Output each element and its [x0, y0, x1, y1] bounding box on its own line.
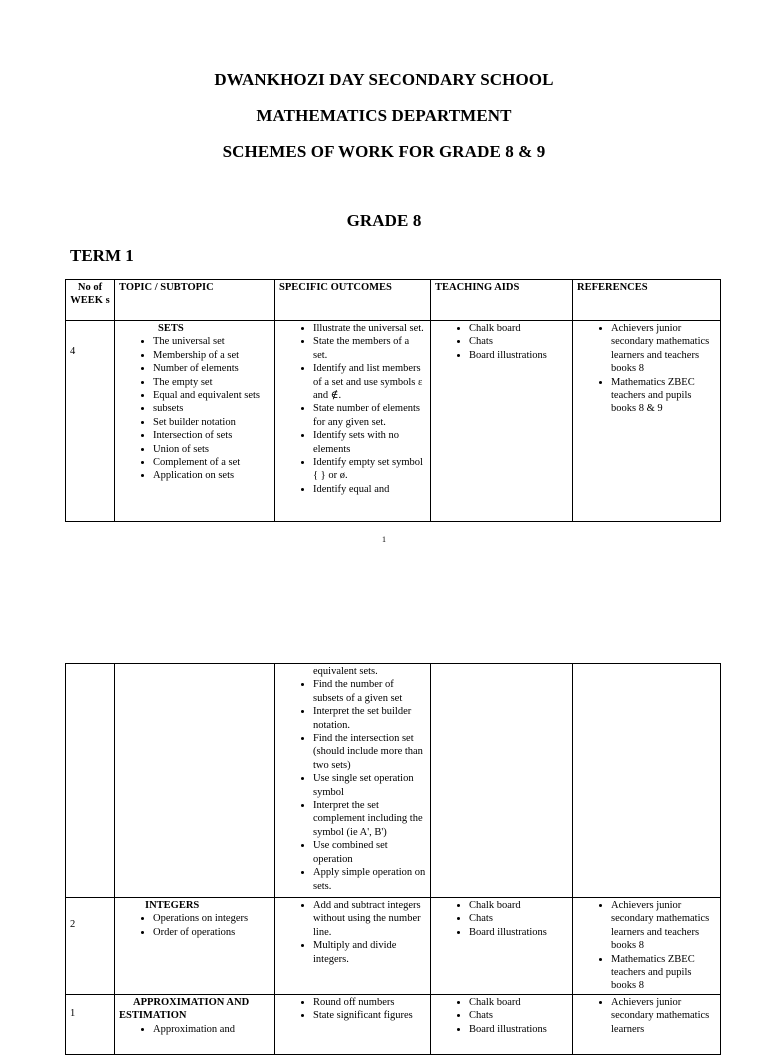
- refs-list: [577, 899, 716, 993]
- page-number: 1: [382, 535, 386, 544]
- list-item: • State the members of a set.: [313, 335, 426, 362]
- table-row: [66, 898, 721, 995]
- col-topic-header: TOPIC / SUBTOPIC: [115, 280, 275, 321]
- refs-cell: [573, 898, 721, 995]
- list-item: • Illustrate the universal set.: [313, 322, 426, 335]
- outcomes-list: [279, 996, 426, 1023]
- list-item: • Find the intersection set (should include more than two sets): [313, 732, 426, 772]
- weeks-cell: 4: [66, 321, 115, 522]
- grade-heading: GRADE 8: [346, 211, 422, 230]
- list-item: • Chalk board: [469, 322, 568, 335]
- list-item: • Board illustrations: [469, 926, 568, 939]
- weeks-cell: 1: [66, 994, 115, 1054]
- aids-list: [435, 322, 568, 362]
- list-item: • Union of sets: [153, 443, 270, 456]
- topic-cell: [115, 898, 275, 995]
- refs-cell: [573, 321, 721, 522]
- list-item: • Chalk board: [469, 899, 568, 912]
- weeks-cell: [66, 664, 115, 898]
- list-item: • Application on sets: [153, 469, 270, 482]
- col-weeks-header: No of WEEK s: [66, 280, 115, 321]
- list-item: • Achievers junior secondary mathematics learners: [611, 996, 716, 1036]
- list-item: • State number of elements for any given set.: [313, 402, 426, 429]
- col-outcomes-header: SPECIFIC OUTCOMES: [275, 280, 431, 321]
- term-heading: TERM 1: [70, 246, 134, 265]
- refs-cell: [573, 664, 721, 898]
- list-item: • Mathematics ZBEC teachers and pupils books 8: [611, 953, 716, 993]
- outcomes-cell: [275, 898, 431, 995]
- table-header-row: [66, 280, 721, 321]
- aids-cell: [431, 994, 573, 1054]
- list-item: • Round off numbers: [313, 996, 426, 1009]
- list-item: • Identify empty set symbol { } or ø.: [313, 456, 426, 483]
- col-aids-header: TEACHING AIDS: [431, 280, 573, 321]
- list-item: • Number of elements: [153, 362, 270, 375]
- list-item: • The empty set: [153, 376, 270, 389]
- refs-list: [577, 322, 716, 416]
- list-item: • Set builder notation: [153, 416, 270, 429]
- outcomes-list: [279, 322, 426, 496]
- list-item: • Board illustrations: [469, 349, 568, 362]
- list-item: • Mathematics ZBEC teachers and pupils books 8 & 9: [611, 376, 716, 416]
- list-item: • Complement of a set: [153, 456, 270, 469]
- topic-title: APPROXIMATION AND ESTIMATION: [119, 996, 250, 1022]
- weeks-cell: 2: [66, 898, 115, 995]
- outcomes-list: [279, 678, 426, 893]
- topic-cell: [115, 994, 275, 1054]
- outcomes-list: [279, 899, 426, 966]
- list-item: • Chalk board: [469, 996, 568, 1009]
- list-item: • Equal and equivalent sets: [153, 389, 270, 402]
- table-row: [66, 664, 721, 898]
- list-item: • Board illustrations: [469, 1023, 568, 1036]
- topic-title: INTEGERS: [145, 900, 200, 911]
- aids-cell: [431, 321, 573, 522]
- topic-cell: [115, 321, 275, 522]
- aids-cell: [431, 898, 573, 995]
- list-item: • Interpret the set complement including the symbol (ie A', B'): [313, 799, 426, 839]
- list-item: • The universal set: [153, 335, 270, 348]
- list-item: • Intersection of sets: [153, 429, 270, 442]
- outcomes-cell: [275, 321, 431, 522]
- scheme-table-page1: [65, 279, 721, 522]
- outcomes-cell: [275, 664, 431, 898]
- department-name: MATHEMATICS DEPARTMENT: [256, 106, 512, 125]
- aids-list: [435, 899, 568, 939]
- list-item: • Apply simple operation on sets.: [313, 866, 426, 893]
- list-item: • Identify and list members of a set and use symbols ε and ∉.: [313, 362, 426, 402]
- list-item: • Identify sets with no elements: [313, 429, 426, 456]
- list-item: • State significant figures: [313, 1009, 426, 1022]
- table-row: [66, 994, 721, 1054]
- subtopic-list: [119, 335, 270, 482]
- list-item: • Chats: [469, 1009, 568, 1022]
- list-item: • Order of operations: [153, 926, 270, 939]
- list-item: • Add and subtract integers without using the number line.: [313, 899, 426, 939]
- list-item: • Identify equal and: [313, 483, 426, 496]
- aids-list: [435, 996, 568, 1036]
- scheme-table-page2: [65, 663, 721, 1055]
- subtopic-list: [119, 912, 270, 939]
- refs-list: [577, 996, 716, 1036]
- list-item: • Use combined set operation: [313, 839, 426, 866]
- list-item: • Chats: [469, 335, 568, 348]
- list-item: • Achievers junior secondary mathematics learners and teachers books 8: [611, 899, 716, 953]
- list-item: • subsets: [153, 402, 270, 415]
- list-item: • Operations on integers: [153, 912, 270, 925]
- topic-cell: [115, 664, 275, 898]
- list-item: • Achievers junior secondary mathematics learners and teachers books 8: [611, 322, 716, 376]
- list-item: • Use single set operation symbol: [313, 772, 426, 799]
- list-item: • Approximation and: [153, 1023, 270, 1036]
- outcome-continued: equivalent sets.: [313, 666, 378, 677]
- school-name: DWANKHOZI DAY SECONDARY SCHOOL: [214, 70, 554, 89]
- refs-cell: [573, 994, 721, 1054]
- list-item: • Chats: [469, 912, 568, 925]
- list-item: • Interpret the set builder notation.: [313, 705, 426, 732]
- list-item: • Membership of a set: [153, 349, 270, 362]
- outcomes-cell: [275, 994, 431, 1054]
- document-title: SCHEMES OF WORK FOR GRADE 8 & 9: [222, 142, 546, 161]
- aids-cell: [431, 664, 573, 898]
- topic-title: SETS: [158, 323, 184, 334]
- list-item: • Find the number of subsets of a given set: [313, 678, 426, 705]
- subtopic-list: [119, 1023, 270, 1036]
- col-refs-header: REFERENCES: [573, 280, 721, 321]
- table-row: [66, 321, 721, 522]
- list-item: • Multiply and divide integers.: [313, 939, 426, 966]
